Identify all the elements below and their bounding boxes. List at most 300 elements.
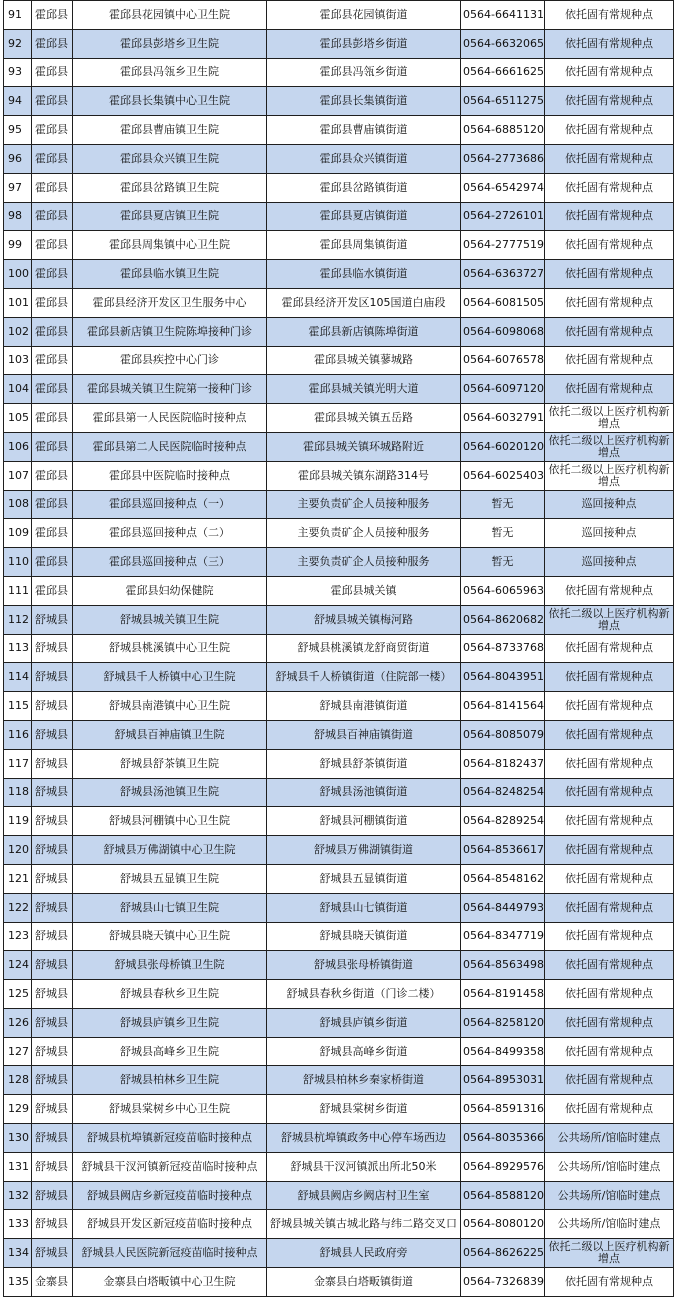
address-cell: 舒城县张母桥镇街道 bbox=[267, 951, 461, 980]
table-row bbox=[4, 1152, 674, 1181]
county-cell: 舒城县 bbox=[32, 1181, 73, 1210]
phone-cell: 0564-2777519 bbox=[461, 231, 545, 260]
phone-cell: 0564-8591316 bbox=[461, 1095, 545, 1124]
table-row bbox=[4, 1239, 674, 1268]
table-row bbox=[4, 87, 674, 116]
phone-cell: 0564-6661625 bbox=[461, 58, 545, 87]
site-name-cell: 霍邱县长集镇中心卫生院 bbox=[73, 87, 267, 116]
address-cell: 霍邱县新店镇陈埠街道 bbox=[267, 317, 461, 346]
address-cell: 霍邱县长集镇街道 bbox=[267, 87, 461, 116]
site-type-cell: 巡回接种点 bbox=[545, 519, 674, 548]
county-cell: 舒城县 bbox=[32, 980, 73, 1009]
table-row bbox=[4, 231, 674, 260]
phone-cell: 0564-8620682 bbox=[461, 605, 545, 634]
county-cell: 金寨县 bbox=[32, 1268, 73, 1297]
address-cell: 霍邱县城关镇环城路附近 bbox=[267, 432, 461, 461]
phone-cell: 0564-8182437 bbox=[461, 749, 545, 778]
county-cell: 舒城县 bbox=[32, 893, 73, 922]
site-type-cell: 依托固有常规种点 bbox=[545, 1268, 674, 1297]
site-name-cell: 金寨县白塔畈镇中心卫生院 bbox=[73, 1268, 267, 1297]
site-name-cell: 舒城县桃溪镇中心卫生院 bbox=[73, 634, 267, 663]
row-number: 132 bbox=[4, 1181, 32, 1210]
address-cell: 舒城县柏林乡秦家桥街道 bbox=[267, 1066, 461, 1095]
site-name-cell: 霍邱县众兴镇卫生院 bbox=[73, 144, 267, 173]
row-number: 122 bbox=[4, 893, 32, 922]
site-name-cell: 霍邱县周集镇中心卫生院 bbox=[73, 231, 267, 260]
county-cell: 霍邱县 bbox=[32, 490, 73, 519]
county-cell: 舒城县 bbox=[32, 864, 73, 893]
site-type-cell: 依托二级以上医疗机构新增点 bbox=[545, 404, 674, 433]
county-cell: 霍邱县 bbox=[32, 29, 73, 58]
site-type-cell: 依托固有常规种点 bbox=[545, 663, 674, 692]
row-number: 125 bbox=[4, 980, 32, 1009]
address-cell: 舒城县汤池镇街道 bbox=[267, 778, 461, 807]
county-cell: 舒城县 bbox=[32, 1095, 73, 1124]
county-cell: 舒城县 bbox=[32, 1037, 73, 1066]
phone-cell: 0564-8536617 bbox=[461, 836, 545, 865]
site-name-cell: 舒城县汤池镇卫生院 bbox=[73, 778, 267, 807]
row-number: 126 bbox=[4, 1008, 32, 1037]
table-row bbox=[4, 29, 674, 58]
phone-cell: 暂无 bbox=[461, 548, 545, 577]
site-type-cell: 依托固有常规种点 bbox=[545, 346, 674, 375]
table-row bbox=[4, 1066, 674, 1095]
phone-cell: 0564-8588120 bbox=[461, 1181, 545, 1210]
address-cell: 主要负责矿企人员接种服务 bbox=[267, 519, 461, 548]
address-cell: 霍邱县周集镇街道 bbox=[267, 231, 461, 260]
phone-cell: 0564-8449793 bbox=[461, 893, 545, 922]
county-cell: 霍邱县 bbox=[32, 116, 73, 145]
site-type-cell: 依托二级以上医疗机构新增点 bbox=[545, 461, 674, 490]
table-row bbox=[4, 116, 674, 145]
site-name-cell: 舒城县高峰乡卫生院 bbox=[73, 1037, 267, 1066]
phone-cell: 0564-8043951 bbox=[461, 663, 545, 692]
phone-cell: 0564-6885120 bbox=[461, 116, 545, 145]
county-cell: 霍邱县 bbox=[32, 317, 73, 346]
county-cell: 舒城县 bbox=[32, 720, 73, 749]
address-cell: 舒城县杭埠镇政务中心停车场西边 bbox=[267, 1124, 461, 1153]
table-row bbox=[4, 548, 674, 577]
county-cell: 霍邱县 bbox=[32, 260, 73, 289]
site-type-cell: 依托固有常规种点 bbox=[545, 202, 674, 231]
site-type-cell: 依托固有常规种点 bbox=[545, 116, 674, 145]
phone-cell: 0564-2773686 bbox=[461, 144, 545, 173]
phone-cell: 0564-8548162 bbox=[461, 864, 545, 893]
row-number: 108 bbox=[4, 490, 32, 519]
site-name-cell: 舒城县千人桥镇中心卫生院 bbox=[73, 663, 267, 692]
table-row bbox=[4, 980, 674, 1009]
site-type-cell: 依托固有常规种点 bbox=[545, 260, 674, 289]
site-type-cell: 依托固有常规种点 bbox=[545, 778, 674, 807]
site-type-cell: 依托固有常规种点 bbox=[545, 1095, 674, 1124]
site-name-cell: 霍邱县曹庙镇卫生院 bbox=[73, 116, 267, 145]
phone-cell: 暂无 bbox=[461, 519, 545, 548]
site-name-cell: 霍邱县临水镇卫生院 bbox=[73, 260, 267, 289]
site-type-cell: 依托二级以上医疗机构新增点 bbox=[545, 1239, 674, 1268]
phone-cell: 0564-7326839 bbox=[461, 1268, 545, 1297]
phone-cell: 0564-6097120 bbox=[461, 375, 545, 404]
table-row bbox=[4, 1181, 674, 1210]
row-number: 131 bbox=[4, 1152, 32, 1181]
table-row bbox=[4, 346, 674, 375]
row-number: 100 bbox=[4, 260, 32, 289]
phone-cell: 0564-8248254 bbox=[461, 778, 545, 807]
table-row bbox=[4, 202, 674, 231]
row-number: 102 bbox=[4, 317, 32, 346]
address-cell: 舒城县五显镇街道 bbox=[267, 864, 461, 893]
row-number: 121 bbox=[4, 864, 32, 893]
row-number: 116 bbox=[4, 720, 32, 749]
address-cell: 舒城县舒茶镇街道 bbox=[267, 749, 461, 778]
site-type-cell: 依托固有常规种点 bbox=[545, 634, 674, 663]
county-cell: 霍邱县 bbox=[32, 288, 73, 317]
county-cell: 霍邱县 bbox=[32, 1, 73, 30]
row-number: 94 bbox=[4, 87, 32, 116]
county-cell: 舒城县 bbox=[32, 922, 73, 951]
county-cell: 舒城县 bbox=[32, 634, 73, 663]
site-type-cell: 依托固有常规种点 bbox=[545, 1037, 674, 1066]
address-cell: 霍邱县城关镇五岳路 bbox=[267, 404, 461, 433]
phone-cell: 0564-6098068 bbox=[461, 317, 545, 346]
phone-cell: 0564-6076578 bbox=[461, 346, 545, 375]
county-cell: 舒城县 bbox=[32, 1066, 73, 1095]
row-number: 95 bbox=[4, 116, 32, 145]
table-body bbox=[4, 1, 674, 1297]
site-name-cell: 霍邱县新店镇卫生院陈埠接种门诊 bbox=[73, 317, 267, 346]
site-type-cell: 依托固有常规种点 bbox=[545, 1, 674, 30]
table-row bbox=[4, 1095, 674, 1124]
site-name-cell: 霍邱县岔路镇卫生院 bbox=[73, 173, 267, 202]
phone-cell: 0564-6641131 bbox=[461, 1, 545, 30]
row-number: 133 bbox=[4, 1210, 32, 1239]
table-row bbox=[4, 951, 674, 980]
address-cell: 金寨县白塔畈镇街道 bbox=[267, 1268, 461, 1297]
row-number: 111 bbox=[4, 576, 32, 605]
address-cell: 舒城县南港镇街道 bbox=[267, 692, 461, 721]
phone-cell: 0564-8191458 bbox=[461, 980, 545, 1009]
address-cell: 霍邱县花园镇街道 bbox=[267, 1, 461, 30]
site-name-cell: 舒城县百神庙镇卫生院 bbox=[73, 720, 267, 749]
address-cell: 霍邱县彭塔乡街道 bbox=[267, 29, 461, 58]
county-cell: 霍邱县 bbox=[32, 87, 73, 116]
county-cell: 霍邱县 bbox=[32, 548, 73, 577]
site-type-cell: 依托固有常规种点 bbox=[545, 58, 674, 87]
phone-cell: 0564-8626225 bbox=[461, 1239, 545, 1268]
table-row bbox=[4, 317, 674, 346]
table-row bbox=[4, 1268, 674, 1297]
site-type-cell: 依托固有常规种点 bbox=[545, 173, 674, 202]
phone-cell: 0564-8080120 bbox=[461, 1210, 545, 1239]
row-number: 127 bbox=[4, 1037, 32, 1066]
address-cell: 霍邱县经济开发区105国道白庙段 bbox=[267, 288, 461, 317]
county-cell: 霍邱县 bbox=[32, 461, 73, 490]
site-name-cell: 霍邱县夏店镇卫生院 bbox=[73, 202, 267, 231]
county-cell: 霍邱县 bbox=[32, 404, 73, 433]
row-number: 115 bbox=[4, 692, 32, 721]
address-cell: 霍邱县城关镇东湖路314号 bbox=[267, 461, 461, 490]
row-number: 103 bbox=[4, 346, 32, 375]
address-cell: 主要负责矿企人员接种服务 bbox=[267, 490, 461, 519]
row-number: 123 bbox=[4, 922, 32, 951]
address-cell: 舒城县春秋乡街道（门诊二楼） bbox=[267, 980, 461, 1009]
phone-cell: 0564-8258120 bbox=[461, 1008, 545, 1037]
county-cell: 霍邱县 bbox=[32, 375, 73, 404]
phone-cell: 0564-8563498 bbox=[461, 951, 545, 980]
row-number: 109 bbox=[4, 519, 32, 548]
address-cell: 舒城县山七镇街道 bbox=[267, 893, 461, 922]
county-cell: 舒城县 bbox=[32, 692, 73, 721]
table-row bbox=[4, 634, 674, 663]
site-type-cell: 依托固有常规种点 bbox=[545, 951, 674, 980]
site-type-cell: 依托固有常规种点 bbox=[545, 317, 674, 346]
site-name-cell: 霍邱县巡回接种点（二） bbox=[73, 519, 267, 548]
county-cell: 舒城县 bbox=[32, 1239, 73, 1268]
site-name-cell: 舒城县棠树乡中心卫生院 bbox=[73, 1095, 267, 1124]
site-type-cell: 依托固有常规种点 bbox=[545, 1008, 674, 1037]
table-row bbox=[4, 519, 674, 548]
site-type-cell: 依托固有常规种点 bbox=[545, 836, 674, 865]
phone-cell: 0564-6511275 bbox=[461, 87, 545, 116]
site-type-cell: 巡回接种点 bbox=[545, 548, 674, 577]
row-number: 106 bbox=[4, 432, 32, 461]
site-name-cell: 舒城县阙店乡新冠疫苗临时接种点 bbox=[73, 1181, 267, 1210]
site-type-cell: 公共场所/馆临时建点 bbox=[545, 1152, 674, 1181]
site-name-cell: 舒城县舒茶镇卫生院 bbox=[73, 749, 267, 778]
row-number: 97 bbox=[4, 173, 32, 202]
county-cell: 舒城县 bbox=[32, 663, 73, 692]
site-name-cell: 霍邱县中医院临时接种点 bbox=[73, 461, 267, 490]
county-cell: 舒城县 bbox=[32, 1210, 73, 1239]
site-type-cell: 公共场所/馆临时建点 bbox=[545, 1124, 674, 1153]
row-number: 128 bbox=[4, 1066, 32, 1095]
county-cell: 霍邱县 bbox=[32, 519, 73, 548]
table-row bbox=[4, 144, 674, 173]
row-number: 107 bbox=[4, 461, 32, 490]
county-cell: 舒城县 bbox=[32, 778, 73, 807]
table-row bbox=[4, 864, 674, 893]
row-number: 110 bbox=[4, 548, 32, 577]
phone-cell: 0564-8289254 bbox=[461, 807, 545, 836]
site-name-cell: 霍邱县第一人民医院临时接种点 bbox=[73, 404, 267, 433]
site-type-cell: 依托二级以上医疗机构新增点 bbox=[545, 605, 674, 634]
county-cell: 舒城县 bbox=[32, 1152, 73, 1181]
row-number: 135 bbox=[4, 1268, 32, 1297]
county-cell: 霍邱县 bbox=[32, 346, 73, 375]
table-row bbox=[4, 432, 674, 461]
table-row bbox=[4, 375, 674, 404]
site-name-cell: 霍邱县疾控中心门诊 bbox=[73, 346, 267, 375]
site-name-cell: 舒城县人民医院新冠疫苗临时接种点 bbox=[73, 1239, 267, 1268]
site-name-cell: 舒城县五显镇卫生院 bbox=[73, 864, 267, 893]
address-cell: 舒城县高峰乡街道 bbox=[267, 1037, 461, 1066]
table-row bbox=[4, 1037, 674, 1066]
site-type-cell: 依托固有常规种点 bbox=[545, 980, 674, 1009]
phone-cell: 0564-8085079 bbox=[461, 720, 545, 749]
phone-cell: 0564-6542974 bbox=[461, 173, 545, 202]
site-type-cell: 依托固有常规种点 bbox=[545, 893, 674, 922]
phone-cell: 0564-6065963 bbox=[461, 576, 545, 605]
site-type-cell: 依托二级以上医疗机构新增点 bbox=[545, 432, 674, 461]
table-row bbox=[4, 778, 674, 807]
row-number: 118 bbox=[4, 778, 32, 807]
site-type-cell: 公共场所/馆临时建点 bbox=[545, 1210, 674, 1239]
address-cell: 霍邱县岔路镇街道 bbox=[267, 173, 461, 202]
address-cell: 霍邱县城关镇蓼城路 bbox=[267, 346, 461, 375]
table-row bbox=[4, 922, 674, 951]
site-name-cell: 霍邱县巡回接种点（三） bbox=[73, 548, 267, 577]
row-number: 134 bbox=[4, 1239, 32, 1268]
phone-cell: 0564-8929576 bbox=[461, 1152, 545, 1181]
row-number: 105 bbox=[4, 404, 32, 433]
table-row bbox=[4, 1, 674, 30]
site-name-cell: 霍邱县城关镇卫生院第一接种门诊 bbox=[73, 375, 267, 404]
table-row bbox=[4, 461, 674, 490]
site-type-cell: 依托固有常规种点 bbox=[545, 29, 674, 58]
site-type-cell: 依托固有常规种点 bbox=[545, 864, 674, 893]
site-type-cell: 依托固有常规种点 bbox=[545, 692, 674, 721]
address-cell: 主要负责矿企人员接种服务 bbox=[267, 548, 461, 577]
site-name-cell: 舒城县柏林乡卫生院 bbox=[73, 1066, 267, 1095]
site-type-cell: 依托固有常规种点 bbox=[545, 576, 674, 605]
county-cell: 霍邱县 bbox=[32, 58, 73, 87]
site-name-cell: 霍邱县彭塔乡卫生院 bbox=[73, 29, 267, 58]
address-cell: 舒城县河棚镇街道 bbox=[267, 807, 461, 836]
site-name-cell: 舒城县河棚镇中心卫生院 bbox=[73, 807, 267, 836]
table-row bbox=[4, 490, 674, 519]
site-type-cell: 依托固有常规种点 bbox=[545, 87, 674, 116]
table-row bbox=[4, 1124, 674, 1153]
county-cell: 霍邱县 bbox=[32, 432, 73, 461]
address-cell: 舒城县人民政府旁 bbox=[267, 1239, 461, 1268]
table-row bbox=[4, 1008, 674, 1037]
phone-cell: 0564-6363727 bbox=[461, 260, 545, 289]
phone-cell: 0564-6025403 bbox=[461, 461, 545, 490]
address-cell: 霍邱县夏店镇街道 bbox=[267, 202, 461, 231]
site-name-cell: 霍邱县第二人民医院临时接种点 bbox=[73, 432, 267, 461]
table-row bbox=[4, 807, 674, 836]
site-name-cell: 舒城县万佛湖镇中心卫生院 bbox=[73, 836, 267, 865]
row-number: 117 bbox=[4, 749, 32, 778]
county-cell: 霍邱县 bbox=[32, 202, 73, 231]
address-cell: 舒城县城关镇古城北路与纬二路交叉口 bbox=[267, 1210, 461, 1239]
row-number: 93 bbox=[4, 58, 32, 87]
county-cell: 霍邱县 bbox=[32, 231, 73, 260]
site-name-cell: 舒城县杭埠镇新冠疫苗临时接种点 bbox=[73, 1124, 267, 1153]
site-name-cell: 舒城县南港镇中心卫生院 bbox=[73, 692, 267, 721]
address-cell: 舒城县桃溪镇龙舒商贸街道 bbox=[267, 634, 461, 663]
county-cell: 霍邱县 bbox=[32, 576, 73, 605]
county-cell: 舒城县 bbox=[32, 605, 73, 634]
site-name-cell: 舒城县庐镇乡卫生院 bbox=[73, 1008, 267, 1037]
site-name-cell: 舒城县干汊河镇新冠疫苗临时接种点 bbox=[73, 1152, 267, 1181]
address-cell: 舒城县阙店乡阙店村卫生室 bbox=[267, 1181, 461, 1210]
county-cell: 舒城县 bbox=[32, 1008, 73, 1037]
row-number: 114 bbox=[4, 663, 32, 692]
row-number: 120 bbox=[4, 836, 32, 865]
address-cell: 霍邱县城关镇光明大道 bbox=[267, 375, 461, 404]
address-cell: 舒城县城关镇梅河路 bbox=[267, 605, 461, 634]
phone-cell: 暂无 bbox=[461, 490, 545, 519]
site-name-cell: 舒城县晓天镇中心卫生院 bbox=[73, 922, 267, 951]
address-cell: 舒城县千人桥镇街道（住院部一楼） bbox=[267, 663, 461, 692]
site-name-cell: 舒城县开发区新冠疫苗临时接种点 bbox=[73, 1210, 267, 1239]
county-cell: 舒城县 bbox=[32, 749, 73, 778]
table-row bbox=[4, 836, 674, 865]
site-type-cell: 依托固有常规种点 bbox=[545, 231, 674, 260]
site-name-cell: 舒城县城关镇卫生院 bbox=[73, 605, 267, 634]
row-number: 112 bbox=[4, 605, 32, 634]
table-row bbox=[4, 720, 674, 749]
address-cell: 霍邱县临水镇街道 bbox=[267, 260, 461, 289]
phone-cell: 0564-6020120 bbox=[461, 432, 545, 461]
site-name-cell: 霍邱县巡回接种点（一） bbox=[73, 490, 267, 519]
site-name-cell: 霍邱县经济开发区卫生服务中心 bbox=[73, 288, 267, 317]
address-cell: 舒城县棠树乡街道 bbox=[267, 1095, 461, 1124]
phone-cell: 0564-8499358 bbox=[461, 1037, 545, 1066]
row-number: 98 bbox=[4, 202, 32, 231]
phone-cell: 0564-8733768 bbox=[461, 634, 545, 663]
table-row bbox=[4, 893, 674, 922]
table-row bbox=[4, 58, 674, 87]
address-cell: 舒城县百神庙镇街道 bbox=[267, 720, 461, 749]
address-cell: 舒城县庐镇乡街道 bbox=[267, 1008, 461, 1037]
row-number: 99 bbox=[4, 231, 32, 260]
phone-cell: 0564-8347719 bbox=[461, 922, 545, 951]
site-type-cell: 依托固有常规种点 bbox=[545, 1066, 674, 1095]
row-number: 130 bbox=[4, 1124, 32, 1153]
site-name-cell: 舒城县张母桥镇卫生院 bbox=[73, 951, 267, 980]
table-row bbox=[4, 692, 674, 721]
address-cell: 霍邱县冯瓴乡街道 bbox=[267, 58, 461, 87]
row-number: 101 bbox=[4, 288, 32, 317]
table-row bbox=[4, 605, 674, 634]
row-number: 104 bbox=[4, 375, 32, 404]
phone-cell: 0564-2726101 bbox=[461, 202, 545, 231]
address-cell: 霍邱县众兴镇街道 bbox=[267, 144, 461, 173]
site-type-cell: 依托固有常规种点 bbox=[545, 375, 674, 404]
table-row bbox=[4, 260, 674, 289]
county-cell: 舒城县 bbox=[32, 807, 73, 836]
site-type-cell: 公共场所/馆临时建点 bbox=[545, 1181, 674, 1210]
address-cell: 舒城县干汊河镇派出所北50米 bbox=[267, 1152, 461, 1181]
address-cell: 霍邱县城关镇 bbox=[267, 576, 461, 605]
county-cell: 霍邱县 bbox=[32, 173, 73, 202]
table-row bbox=[4, 576, 674, 605]
row-number: 91 bbox=[4, 1, 32, 30]
site-type-cell: 依托固有常规种点 bbox=[545, 749, 674, 778]
address-cell: 舒城县万佛湖镇街道 bbox=[267, 836, 461, 865]
site-name-cell: 霍邱县花园镇中心卫生院 bbox=[73, 1, 267, 30]
site-name-cell: 舒城县春秋乡卫生院 bbox=[73, 980, 267, 1009]
site-type-cell: 依托固有常规种点 bbox=[545, 720, 674, 749]
site-type-cell: 依托固有常规种点 bbox=[545, 807, 674, 836]
table-row bbox=[4, 749, 674, 778]
row-number: 113 bbox=[4, 634, 32, 663]
row-number: 129 bbox=[4, 1095, 32, 1124]
address-cell: 舒城县晓天镇街道 bbox=[267, 922, 461, 951]
table-row bbox=[4, 173, 674, 202]
site-name-cell: 霍邱县冯瓴乡卫生院 bbox=[73, 58, 267, 87]
table-row bbox=[4, 1210, 674, 1239]
phone-cell: 0564-8035366 bbox=[461, 1124, 545, 1153]
county-cell: 舒城县 bbox=[32, 836, 73, 865]
row-number: 124 bbox=[4, 951, 32, 980]
row-number: 92 bbox=[4, 29, 32, 58]
phone-cell: 0564-6632065 bbox=[461, 29, 545, 58]
site-type-cell: 巡回接种点 bbox=[545, 490, 674, 519]
site-name-cell: 霍邱县妇幼保健院 bbox=[73, 576, 267, 605]
site-name-cell: 舒城县山七镇卫生院 bbox=[73, 893, 267, 922]
